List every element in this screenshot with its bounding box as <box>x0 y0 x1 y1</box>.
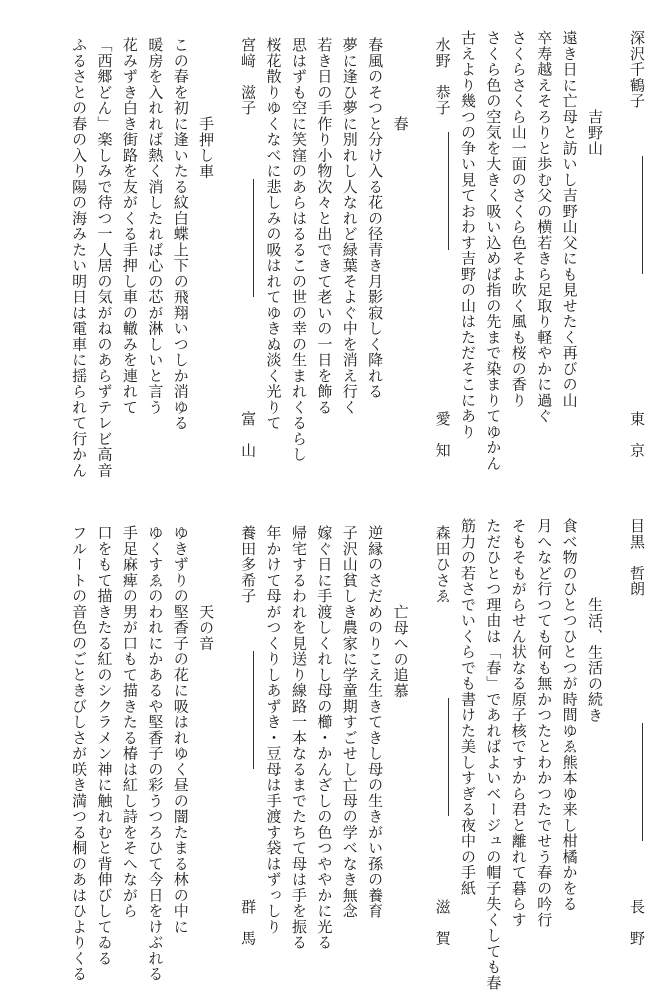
section-heading <box>387 37 454 458</box>
author-name: 養田多希子 <box>239 525 258 604</box>
tanka-line: 春風のそつと分け入る花の径青き月影寂しく降れる <box>366 37 385 400</box>
tanka-line: 思はずも空に笑窪のあらはるるこの世の幸の生まれくるらし <box>289 37 308 463</box>
tanka-line: 帰宅するわれを見送り線路一本なるまでたちて母は手を振る <box>289 525 308 951</box>
tanka-line: 若き日の手作り小物次々と出できて老いの一日を飾る <box>315 37 334 415</box>
tanka-line: 嫁ぐ日に手渡しくれし母の櫛・かんざしの色つややかに光る <box>315 525 334 951</box>
section-heading <box>582 518 649 946</box>
tanka-line: 子沢山貧しき農家に学童期すごせし亡母の学べなき無念 <box>340 525 359 919</box>
poem-title: 手押し車 <box>197 115 216 179</box>
prefecture: 愛 知 <box>433 410 452 458</box>
tanka-line: 暖房を入れれば熱く消したれば心の芯が淋しいと言う <box>146 37 165 415</box>
tanka-line: この春を初に逢いたる紋白蝶上下の飛翔いつしか消ゆる <box>171 37 190 431</box>
bottom-half <box>22 518 649 991</box>
author-name: 目黒 哲朗 <box>628 518 646 597</box>
tanka-line: 卒寿越えそろりと歩む父の横若きら足取り軽やかに過ぐ <box>535 30 554 424</box>
tanka-line: 花みずき白き街路を友がくる手押し車の轍みを連れて <box>120 37 139 415</box>
section-heading <box>582 30 649 458</box>
tanka-line: ただひとつ理由は「春」であればよいベージュの帽子失くしても春 <box>484 518 503 991</box>
tanka-section-yoda <box>66 525 260 982</box>
title-rule <box>253 179 254 297</box>
title-rule <box>448 132 449 250</box>
tanka-line: ゆきずりの堅香子の花に吸はれゆく昼の闇たまる林の中に <box>171 525 190 935</box>
tanka-line: 年かけて母がつくりしあずき・豆母は手渡す袋はずっしり <box>264 525 283 935</box>
tanka-section-morita <box>260 525 454 951</box>
prefecture: 長 野 <box>628 898 646 946</box>
tanka-line: 逆縁のさだめのりこえ生きてきし母の生きがい孫の養育 <box>366 525 385 919</box>
title-rule <box>253 651 254 769</box>
tanka-line: 古えより幾つの争い見ておわす吉野の山はただそこにあり <box>458 30 477 440</box>
top-half <box>22 30 649 478</box>
poem-title: 吉野山 <box>586 108 604 156</box>
tanka-line: 月へなど行つても何も無かつたとわかつたでせう春の吟行 <box>535 518 554 928</box>
tanka-line: 夢に逢ひ夢に別れし人なれど緑葉そよぐ中を消え行く <box>340 37 359 415</box>
tanka-line: ふるさとの春の入り陽の海みたい明日は電車に揺られて行かん <box>70 37 89 478</box>
section-heading <box>193 37 260 458</box>
tanka-line: さくらさくら山一面のさくら色そよ吹く風も桜の香り <box>509 30 528 408</box>
prefecture: 滋 賀 <box>433 898 452 946</box>
poem-title: 春 <box>391 115 410 132</box>
section-heading <box>387 525 454 946</box>
tanka-line: 口をもて描きたる紅のシクラメン神に触れむと背伸びしてゐる <box>95 525 114 966</box>
tanka-line: そもそもがらせん状なる原子核ですから君と離れて暮らす <box>509 518 528 928</box>
tanka-section-fukasawa <box>455 30 649 471</box>
poem-title: 生活、生活の続き <box>586 596 604 723</box>
prefecture: 東 京 <box>628 410 646 458</box>
tanka-line: フルートの音色のごときびしさが咲き満つる桐のあはひよりくる <box>70 525 89 982</box>
tanka-line: 「西郷どん」楽しみで待つ一人居の気がねのあらずテレビ高音 <box>95 37 114 478</box>
author-name: 森田ひさゑ <box>433 525 452 604</box>
tanka-section-miyazaki <box>66 37 260 478</box>
prefecture: 富 山 <box>239 410 258 458</box>
tanka-line: 遠き日に亡母と訪いし吉野山父にも見せたく再びの山 <box>560 30 579 408</box>
author-name: 水野 恭子 <box>433 37 452 116</box>
tanka-section-meguro <box>455 518 649 991</box>
tanka-line: 筋力の若さでいくらでも書けた美しすぎる夜中の手紙 <box>458 518 477 896</box>
tanka-line: 桜花散りゆくなべに悲しみの吸はれてゆきぬ淡く光りて <box>264 37 283 431</box>
prefecture: 群 馬 <box>239 898 258 946</box>
section-heading <box>193 525 260 946</box>
title-rule <box>642 156 643 274</box>
poem-title: 天の音 <box>197 603 216 651</box>
tanka-section-mizuno <box>260 37 454 463</box>
author-name: 宮﨑 滋子 <box>239 37 258 116</box>
tanka-line: さくら色の空気を大きく吸い込めば指の先まで染まりてゆかん <box>484 30 503 471</box>
tanka-line: 食べ物のひとつひとつが時間ゆゑ熊本ゆ来し柑橘かをる <box>560 518 579 912</box>
title-rule <box>642 723 643 841</box>
tanka-line: ゆくすゑのわれにかあるや堅香子の彩うつろひて今日をけぶれる <box>146 525 165 982</box>
title-rule <box>448 698 449 816</box>
tanka-line: 手足麻痺の男が口もて描きたる椿は紅し詩をそへながら <box>120 525 139 919</box>
author-name: 深沢千鶴子 <box>628 30 646 109</box>
poem-title: 亡母への追慕 <box>391 603 410 699</box>
